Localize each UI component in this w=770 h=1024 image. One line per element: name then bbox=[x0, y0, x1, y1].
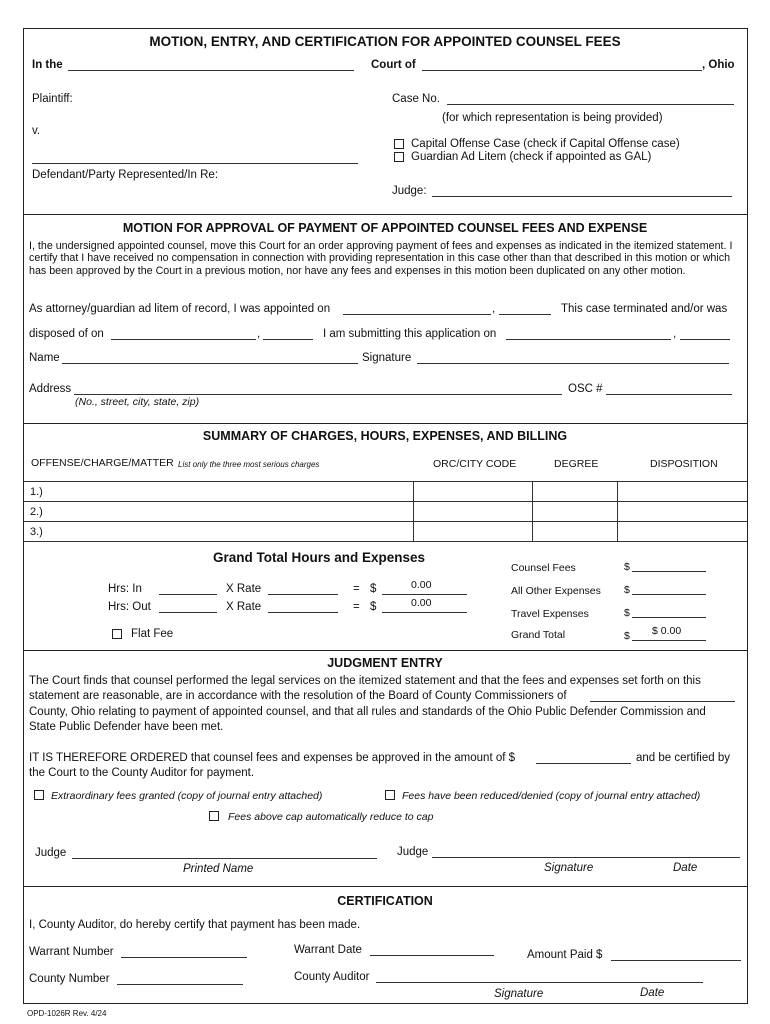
in-the-label: In the bbox=[32, 59, 63, 71]
ordered-text: the Court to the County Auditor for payment. bbox=[29, 767, 255, 779]
auditor-signature-caption: Signature bbox=[494, 988, 544, 1000]
case-no-label: Case No. bbox=[392, 93, 440, 105]
form-title: MOTION, ENTRY, AND CERTIFICATION FOR APPOINTED COUNSEL FEES bbox=[149, 34, 621, 49]
disposition-cell[interactable] bbox=[618, 502, 748, 522]
orc-cell[interactable] bbox=[414, 482, 533, 502]
hrs-out-field[interactable] bbox=[159, 612, 217, 613]
out-amount-field[interactable] bbox=[382, 612, 467, 613]
dollar-sign: $ bbox=[624, 630, 630, 642]
submitting-label: I am submitting this application on bbox=[323, 328, 497, 340]
charges-table bbox=[24, 481, 747, 542]
orc-cell[interactable] bbox=[414, 522, 533, 542]
versus-label: v. bbox=[32, 125, 41, 137]
defendant-field[interactable] bbox=[32, 163, 358, 164]
dollar-sign: $ bbox=[624, 561, 630, 573]
divider bbox=[24, 650, 747, 651]
comma-separator: , bbox=[492, 303, 496, 315]
in-the-field[interactable] bbox=[68, 70, 354, 71]
x-rate-label: X Rate bbox=[226, 601, 262, 613]
address-label: Address bbox=[29, 383, 72, 395]
row-number: 3.) bbox=[30, 525, 43, 538]
disposed-label: disposed of on bbox=[29, 328, 104, 340]
other-expenses-label: All Other Expenses bbox=[511, 585, 601, 597]
ohio-label: , Ohio bbox=[702, 59, 735, 71]
hrs-in-label: Hrs: In bbox=[108, 583, 142, 595]
osc-label: OSC # bbox=[568, 383, 603, 395]
counsel-fees-label: Counsel Fees bbox=[511, 562, 576, 574]
appointed-year-field[interactable] bbox=[499, 314, 551, 315]
offense-cell[interactable] bbox=[24, 482, 414, 502]
offense-column-note: List only the three most serious charges bbox=[178, 460, 320, 469]
warrant-number-label: Warrant Number bbox=[29, 946, 114, 958]
equals-sign: = bbox=[353, 601, 360, 613]
summary-heading: SUMMARY OF CHARGES, HOURS, EXPENSES, AND BILLING bbox=[202, 429, 568, 443]
ordered-text: IT IS THEREFORE ORDERED that counsel fees and expenses be approved in the amount of $ bbox=[29, 752, 516, 764]
judge-signature-field[interactable] bbox=[432, 857, 740, 858]
comma-separator: , bbox=[257, 328, 261, 340]
row-number: 2.) bbox=[30, 505, 43, 518]
defendant-label: Defendant/Party Represented/In Re: bbox=[32, 169, 219, 181]
judgment-text-line: The Court finds that counsel performed the legal services on the itemized statement and that the fees and expenses set forth on this bbox=[29, 675, 701, 687]
court-of-label: Court of bbox=[371, 59, 416, 71]
amount-paid-label: Amount Paid $ bbox=[527, 949, 603, 961]
osc-field[interactable] bbox=[606, 394, 732, 395]
degree-cell[interactable] bbox=[533, 522, 618, 542]
reduced-label: Fees have been reduced/denied (copy of journal entry attached) bbox=[402, 790, 701, 802]
date-caption: Date bbox=[673, 862, 698, 874]
in-amount-field[interactable] bbox=[382, 594, 467, 595]
degree-column-header: DEGREE bbox=[554, 458, 599, 470]
divider bbox=[24, 423, 747, 424]
certification-statement: I, County Auditor, do hereby certify that payment has been made. bbox=[29, 919, 361, 931]
orc-cell[interactable] bbox=[414, 502, 533, 522]
warrant-date-label: Warrant Date bbox=[294, 944, 362, 956]
case-no-field[interactable] bbox=[447, 104, 734, 105]
certification-heading: CERTIFICATION bbox=[337, 894, 433, 908]
appointed-on-label: As attorney/guardian ad litem of record, I was appointed on bbox=[29, 303, 331, 315]
dollar-sign: $ bbox=[370, 583, 377, 595]
dollar-sign: $ bbox=[624, 607, 630, 619]
approved-amount-field[interactable] bbox=[536, 763, 631, 764]
judge-label: Judge: bbox=[392, 185, 427, 197]
signature-field[interactable] bbox=[417, 363, 729, 364]
ordered-text: and be certified by bbox=[636, 752, 730, 764]
degree-cell[interactable] bbox=[533, 482, 618, 502]
name-label: Name bbox=[29, 352, 60, 364]
appointed-date-field[interactable] bbox=[343, 314, 491, 315]
county-auditor-label: County Auditor bbox=[294, 971, 370, 983]
judge-name-label: Judge bbox=[35, 847, 67, 859]
table-row bbox=[24, 482, 747, 502]
table-row bbox=[24, 502, 747, 522]
warrant-date-field[interactable] bbox=[370, 955, 494, 956]
offense-column-header: OFFENSE/CHARGE/MATTER bbox=[31, 457, 174, 469]
equals-sign: = bbox=[353, 583, 360, 595]
table-row bbox=[24, 522, 747, 542]
rate-out-field[interactable] bbox=[268, 612, 338, 613]
county-auditor-field[interactable] bbox=[376, 982, 703, 983]
judge-printed-name-field[interactable] bbox=[72, 858, 377, 859]
row-number: 1.) bbox=[30, 485, 43, 498]
comma-separator: , bbox=[673, 328, 677, 340]
degree-cell[interactable] bbox=[533, 502, 618, 522]
judgment-heading: JUDGMENT ENTRY bbox=[327, 656, 443, 670]
travel-expenses-field[interactable] bbox=[632, 617, 706, 618]
capital-offense-label: Capital Offense Case (check if Capital Offense case) bbox=[411, 138, 680, 150]
x-rate-label: X Rate bbox=[226, 583, 262, 595]
above-cap-label: Fees above cap automatically reduce to cap bbox=[228, 811, 434, 823]
orc-column-header: ORC/CITY CODE bbox=[433, 458, 517, 470]
judgment-text-line: County, Ohio relating to payment of appointed counsel, and that all rules and standards of the Ohio Public Defender Commission and bbox=[29, 706, 706, 718]
flat-fee-label: Flat Fee bbox=[131, 628, 174, 640]
offense-cell[interactable] bbox=[24, 502, 414, 522]
county-number-label: County Number bbox=[29, 973, 110, 985]
plaintiff-label: Plaintiff: bbox=[32, 93, 73, 105]
divider bbox=[24, 214, 747, 215]
reduced-checkbox[interactable] bbox=[385, 790, 395, 800]
hrs-out-label: Hrs: Out bbox=[108, 601, 151, 613]
offense-cell[interactable] bbox=[24, 522, 414, 542]
disposition-cell[interactable] bbox=[618, 522, 748, 542]
travel-expenses-label: Travel Expenses bbox=[511, 608, 589, 620]
disposed-year-field[interactable] bbox=[263, 339, 313, 340]
name-field[interactable] bbox=[62, 363, 358, 364]
flat-fee-checkbox[interactable] bbox=[112, 629, 122, 639]
disposed-date-field[interactable] bbox=[111, 339, 256, 340]
extraordinary-label: Extraordinary fees granted (copy of journal entry attached) bbox=[51, 790, 323, 802]
terminated-label: This case terminated and/or was bbox=[561, 303, 728, 315]
auditor-date-caption: Date bbox=[640, 987, 665, 999]
court-of-field[interactable] bbox=[422, 70, 702, 71]
representation-note: (for which representation is being provided) bbox=[442, 112, 663, 124]
judge-signature-label: Judge bbox=[397, 846, 429, 858]
judgment-text-line: State Public Defender have been met. bbox=[29, 721, 224, 733]
printed-name-caption: Printed Name bbox=[183, 863, 254, 875]
grand-total-value: $ 0.00 bbox=[652, 625, 682, 637]
extraordinary-checkbox[interactable] bbox=[34, 790, 44, 800]
divider bbox=[24, 886, 747, 887]
guardian-label: Guardian Ad Litem (check if appointed as GAL) bbox=[411, 151, 652, 163]
hrs-in-field[interactable] bbox=[159, 594, 217, 595]
counsel-fees-field[interactable] bbox=[632, 571, 706, 572]
judge-field[interactable] bbox=[432, 196, 732, 197]
in-amount-value: 0.00 bbox=[411, 579, 432, 591]
signature-caption: Signature bbox=[544, 862, 594, 874]
other-expenses-field[interactable] bbox=[632, 594, 706, 595]
grand-total-label: Grand Total bbox=[511, 629, 566, 641]
above-cap-checkbox[interactable] bbox=[209, 811, 219, 821]
amount-paid-field[interactable] bbox=[611, 960, 741, 961]
capital-offense-checkbox[interactable] bbox=[394, 139, 404, 149]
submitting-year-field[interactable] bbox=[680, 339, 730, 340]
dollar-sign: $ bbox=[370, 601, 377, 613]
judgment-text-line: statement are reasonable, are in accordance with the resolution of the Board of County Commissioners of bbox=[29, 690, 567, 702]
county-commissioners-field[interactable] bbox=[590, 701, 735, 702]
totals-heading: Grand Total Hours and Expenses bbox=[213, 550, 426, 565]
guardian-checkbox[interactable] bbox=[394, 152, 404, 162]
disposition-column-header: DISPOSITION bbox=[650, 458, 718, 470]
disposition-cell[interactable] bbox=[618, 482, 748, 502]
grand-total-field[interactable] bbox=[632, 640, 706, 641]
county-number-field[interactable] bbox=[117, 984, 243, 985]
motion-paragraph: I, the undersigned appointed counsel, move this Court for an order approving payment of fees and expenses as indicated in the itemized statement. I certify that I have received no compensation in connection with providing representation in this case other than that described in this motion or which has been approved by the Court in a previous motion, nor have any fees and expenses in this motion been duplicated on any other motion. bbox=[29, 240, 733, 277]
motion-heading: MOTION FOR APPROVAL OF PAYMENT OF APPOINTED COUNSEL FEES AND EXPENSE bbox=[122, 221, 648, 235]
submitting-date-field[interactable] bbox=[506, 339, 671, 340]
out-amount-value: 0.00 bbox=[411, 597, 432, 609]
warrant-number-field[interactable] bbox=[121, 957, 247, 958]
rate-in-field[interactable] bbox=[268, 594, 338, 595]
form-number: OPD-1026R Rev. 4/24 bbox=[27, 1009, 107, 1018]
signature-label: Signature bbox=[362, 352, 412, 364]
address-hint: (No., street, city, state, zip) bbox=[75, 396, 200, 408]
dollar-sign: $ bbox=[624, 584, 630, 596]
